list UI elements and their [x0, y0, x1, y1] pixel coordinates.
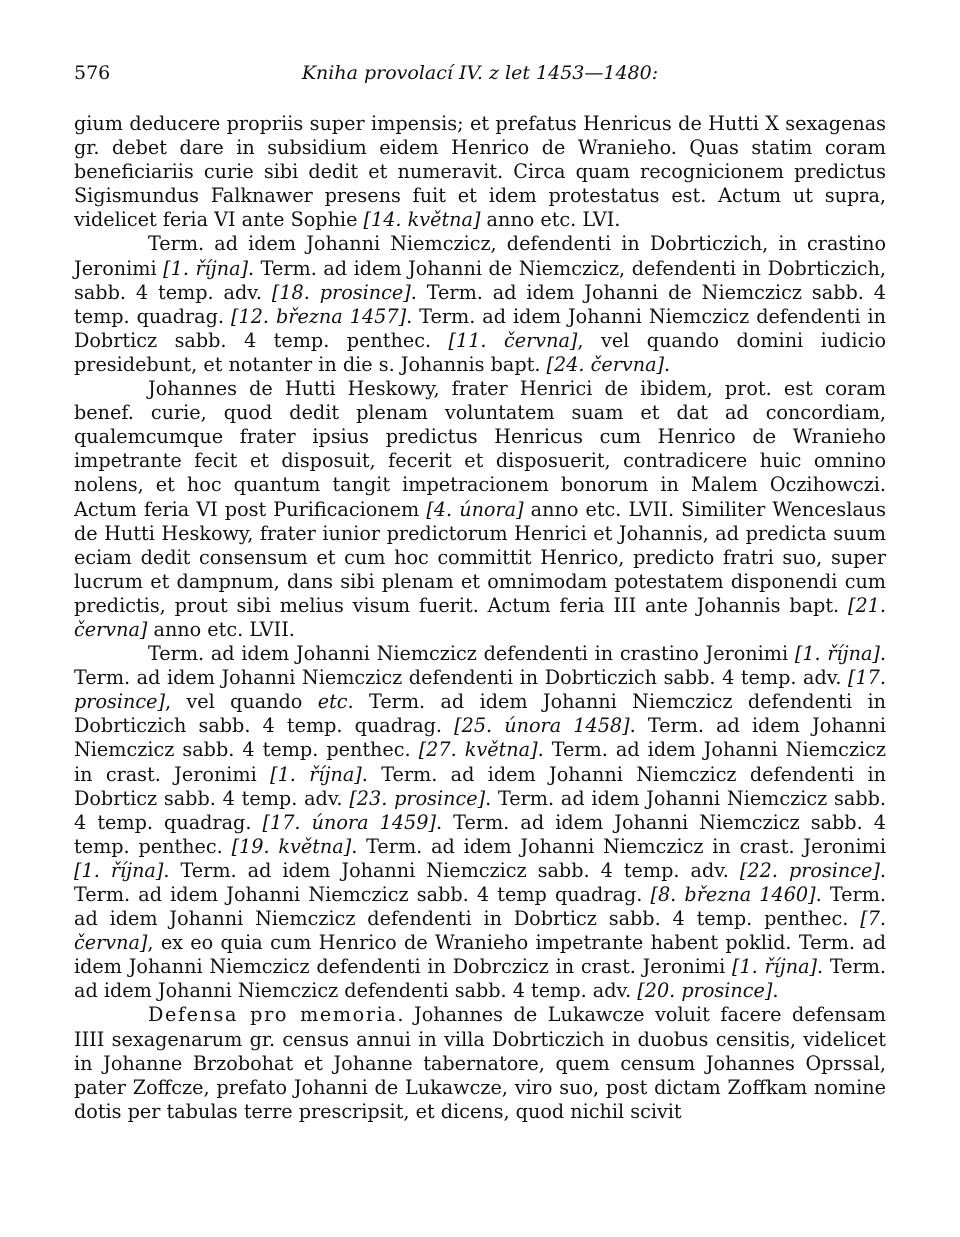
paragraph [74, 112, 886, 232]
date-annotation: [24. června] [546, 352, 665, 376]
text-run: . Term. ad idem Johanni Niemczicz in crast. Jeronimi [351, 834, 887, 858]
date-annotation: [23. prosince] [349, 786, 486, 810]
date-annotation: [25. února 1458] [454, 714, 630, 738]
text-run: . Term. ad idem Johanni Niemczicz defendenti in Dobrticz sabb. 4 temp. penthec. [74, 304, 887, 352]
page-header [74, 62, 886, 92]
page-number: 576 [74, 62, 111, 84]
text-run: Johannes de Hutti Heskowy, frater Henrici de ibidem, prot. est coram benef. curie, quod dedit plenam voluntatem suam et dat ad concordiam, qualemcumque frater ipsius predictus Henricus cum Henrico de Wranieho impetrante fecit et disposuit, fecerit et disposuerit, contradicere huic omnino nolens, et hoc quantum tangit impetracionem bonorum in Malem Oczihowczi. Actum feria VI post Purificacionem [74, 377, 886, 521]
text-run: Term. ad idem Johanni Niemczicz, defendenti in Dobrticzich, in crastino Jeronimi [74, 232, 886, 280]
text-run: . Term. ad idem Johanni Niemczicz sabb. 4 temp. quadrag. [74, 786, 886, 834]
text-run: . Term. ad idem Johanni Niemczicz sabb. 4 temp. adv. [163, 858, 740, 882]
text-run: gium deducere propriis super impensis; et prefatus Henricus de Hutti X sexagenas gr. debet dare in subsidium eidem Henrico de Wranieho. Quas statim coram beneficiariis curie sibi dedit et numeravit. Circa quam recognicionem predictus Sigismundus Falknawer presens fuit et idem protestatus est. Actum ut supra, videlicet feria VI ante Sophie [74, 112, 886, 232]
date-annotation: [17. února 1459] [262, 810, 436, 834]
date-annotation: [12. března 1457] [231, 304, 407, 328]
text-run: . Term. ad idem Johanni de Niemczicz, defendenti in Dobrticzich, sabb. 4 temp. adv. [74, 256, 887, 304]
date-annotation: [4. února] [426, 497, 524, 521]
date-annotation: [17. prosince] [74, 666, 886, 714]
date-annotation: [22. prosince] [739, 858, 880, 882]
text-run: . Term. ad idem Johanni Niemczicz sabb. 4 temp quadrag. [74, 858, 886, 906]
text-run: anno etc. LVII. [147, 617, 295, 641]
date-annotation: [14. května] [363, 208, 481, 232]
date-annotation: [1. října] [163, 256, 249, 280]
text-run: anno etc. LVII. Similiter Wenceslaus de Hutti Heskowy, frater iunior predictorum Henrici et Johannis, ad predicta suum eciam dedit consensum et cum hoc committit Henrico, predicto fratri suo, super lucrum et dampnum, dans sibi plenam et omnimodam potestatem disponendi cum predictis, prout sibi melius visum fuerit. Actum feria III ante Johannis bapt. [74, 497, 886, 617]
text-run: . Term. ad idem Johanni Niemczicz sabb. 4 temp. penthec. [74, 810, 886, 858]
running-title: Kniha provolací IV. z let 1453—1480: [301, 62, 659, 84]
text-run: . Term. ad idem Johanni Niemczicz defendenti in Dobrticzich sabb. 4 temp. quadrag. [74, 690, 886, 738]
paragraph [74, 232, 886, 377]
text-run: Term. ad idem Johanni Niemczicz defendenti in crastino Jeronimi [148, 642, 795, 666]
text-run: . [664, 352, 671, 376]
text-run: . Term. ad idem Johanni Niemczicz sabb. 4 temp. penthec. [74, 714, 886, 762]
date-annotation: [1. října] [794, 642, 880, 666]
paragraph [74, 1003, 886, 1123]
date-annotation: [1. října] [74, 858, 164, 882]
date-annotation: [19. května] [231, 834, 352, 858]
date-annotation: [1. října] [731, 955, 818, 979]
text-run: . Term. ad idem Johanni Niemczicz defendenti sabb. 4 temp. adv. [74, 955, 886, 1003]
text-run: . Term. ad idem Johanni Niemczicz defendenti in Dobrticz sabb. 4 temp. penthec. [74, 883, 887, 931]
text-run: anno etc. LVI. [480, 208, 621, 232]
body-text [74, 112, 886, 1124]
paragraph [74, 642, 886, 1003]
text-run: . Term. ad idem Johanni Niemczicz defendenti in Dobrticzich sabb. 4 temp. adv. [74, 642, 886, 690]
text-run: , ex eo quia cum Henrico de Wranieho impetrante habent poklid. Term. ad idem Johanni Niemczicz defendenti in Dobrczicz in crast. Jeronimi [74, 931, 886, 979]
date-annotation: [18. prosince] [271, 280, 411, 304]
text-run: , vel quando [164, 690, 318, 714]
text-run: . Term. ad idem Johanni Niemczicz defendenti in Dobrticz sabb. 4 temp. adv. [74, 762, 886, 810]
text-run: . Johannes de Lukawcze voluit facere defensam IIII sexagenarum gr. census annui in villa Dobrticzich in duobus censitis, videlicet in Johanne Brzobohat et Johanne tabernatore, quem censum Johannes Oprssal, pater Zoffcze, prefato Johanni de Lukawcze, viro suo, post dictam Zoffkam nomine dotis per tabulas terre prescripsit, et dicens, quod nichil scivit [74, 1003, 886, 1123]
date-annotation: [20. prosince] [637, 979, 773, 1003]
text-run: . [772, 979, 779, 1003]
text-run: , vel quando domini iudicio presidebunt, et notanter in die s. Johannis bapt. [74, 328, 887, 376]
date-annotation: etc [317, 690, 348, 714]
date-annotation: [7. června] [74, 907, 886, 955]
section-heading: Defensa pro memoria [148, 1003, 398, 1027]
date-annotation: [27. května] [418, 738, 538, 762]
text-run: . Term. ad idem Johanni Niemczicz in crast. Jeronimi [74, 738, 886, 786]
date-annotation: [21. června] [74, 593, 886, 641]
text-run: . Term. ad idem Johanni de Niemczicz sabb. 4 temp. quadrag. [74, 280, 886, 328]
date-annotation: [1. října] [270, 762, 362, 786]
date-annotation: [8. března 1460] [650, 883, 816, 906]
paragraph [74, 377, 886, 642]
date-annotation: [11. června] [448, 328, 578, 352]
